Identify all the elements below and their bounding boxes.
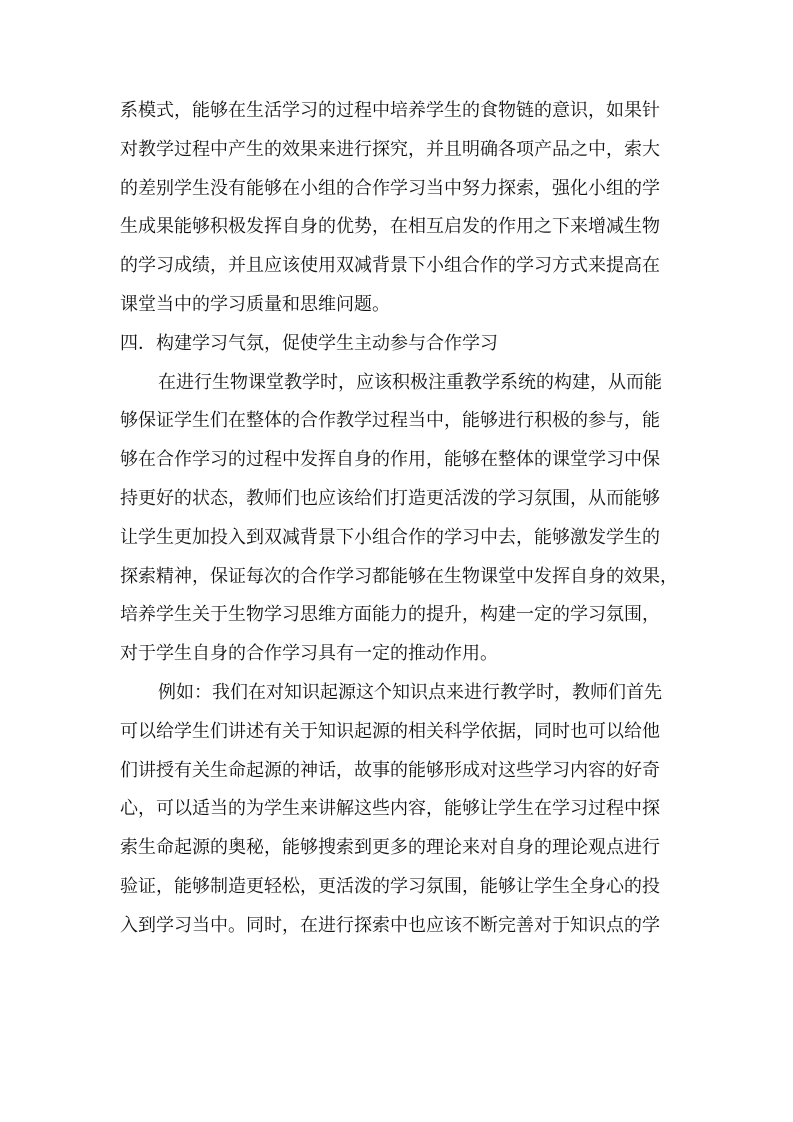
section-heading: 四．构建学习气氛，促使学生主动参与合作学习 <box>120 332 498 354</box>
paragraph-first-line: 在进行生物课堂教学时，应该积极注重教学系统的构建，从而能 <box>158 371 662 393</box>
text-line: 入到学习当中。同时，在进行探索中也应该不断完善对于知识点的学 <box>120 914 660 936</box>
text-line: 们讲授有关生命起源的神话，故事的能够形成对这些学习内容的好奇 <box>120 759 660 781</box>
text-line: 够在合作学习的过程中发挥自身的作用，能够在整体的课堂学习中保 <box>120 449 660 471</box>
body-text <box>120 92 680 946</box>
text-line: 验证，能够制造更轻松，更活泼的学习氛围，能够让学生全身心的投 <box>120 875 660 897</box>
text-line: 可以给学生们讲述有关于知识起源的相关科学依据，同时也可以给他 <box>120 720 660 742</box>
text-line: 培养学生关于生物学习思维方面能力的提升，构建一定的学习氛围， <box>120 604 660 626</box>
text-line: 心，可以适当的为学生来讲解这些内容，能够让学生在学习过程中探 <box>120 798 660 820</box>
text-line: 生成果能够积极发挥自身的优势，在相互启发的作用之下来增减生物 <box>120 216 660 238</box>
paragraph-first-line: 例如：我们在对知识起源这个知识点来进行教学时，教师们首先 <box>158 681 662 703</box>
text-line: 够保证学生们在整体的合作教学过程当中，能够进行积极的参与，能 <box>120 410 660 432</box>
text-line: 对于学生自身的合作学习具有一定的推动作用。 <box>120 643 498 665</box>
text-line: 持更好的状态，教师们也应该给们打造更活泼的学习氛围，从而能够 <box>120 487 660 509</box>
text-line: 探索精神，保证每次的合作学习都能够在生物课堂中发挥自身的效果， <box>120 565 678 587</box>
text-line: 让学生更加投入到双减背景下小组合作的学习中去，能够激发学生的 <box>120 526 660 548</box>
text-line: 课堂当中的学习质量和思维问题。 <box>120 293 390 315</box>
text-line: 的学习成绩，并且应该使用双减背景下小组合作的学习方式来提高在 <box>120 255 660 277</box>
text-line: 的差别学生没有能够在小组的合作学习当中努力探索，强化小组的学 <box>120 177 660 199</box>
text-line: 索生命起源的奥秘，能够搜索到更多的理论来对自身的理论观点进行 <box>120 837 660 859</box>
text-line: 系模式，能够在生活学习的过程中培养学生的食物链的意识，如果针 <box>120 100 660 121</box>
text-line: 对教学过程中产生的效果来进行探究，并且明确各项产品之中，索大 <box>120 138 660 160</box>
